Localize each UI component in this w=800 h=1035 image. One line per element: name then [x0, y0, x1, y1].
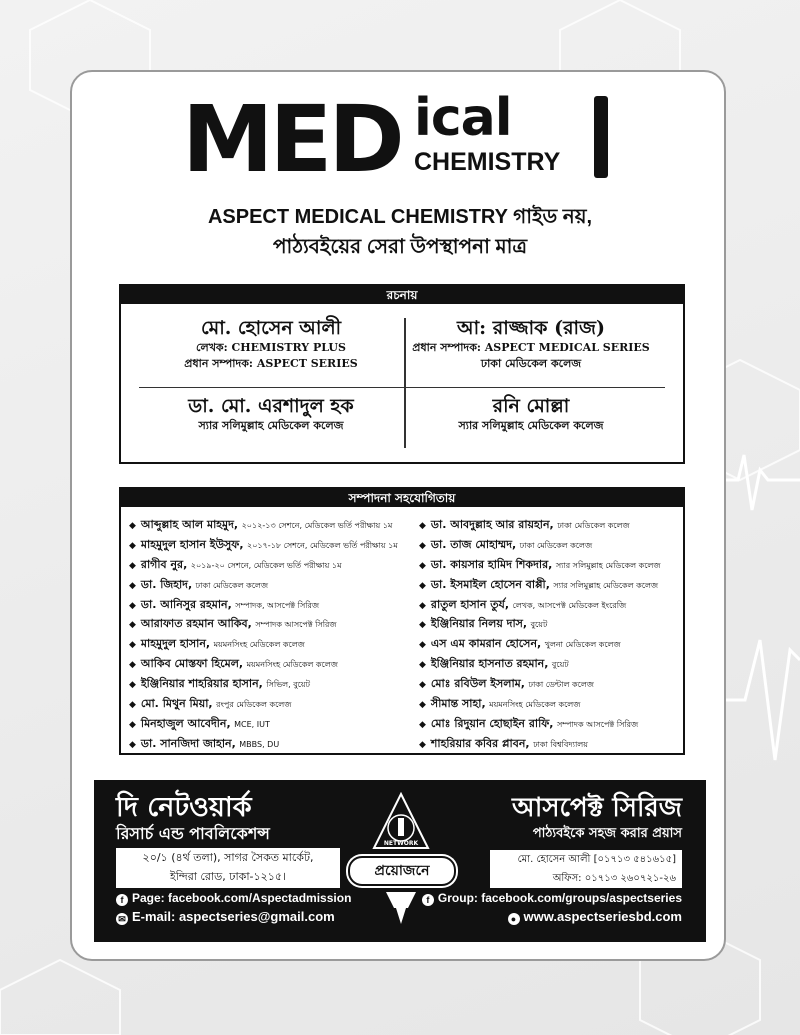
facebook-icon: f	[422, 894, 434, 906]
diamond-bullet-icon: ◆	[419, 580, 426, 591]
contributor-name: ডা. কায়সার হামিদ শিকদার,	[430, 557, 553, 571]
author-detail: লেখক: CHEMISTRY PLUS	[196, 341, 346, 354]
contributor-item	[129, 515, 404, 535]
contributor-name: মোঃ রিদুয়ান হোছাইন রাফি,	[430, 716, 554, 730]
diamond-bullet-icon: ◆	[419, 521, 426, 531]
contributor-detail: লেখক, আসপেক্ট মেডিকেল ইংরেজি	[512, 600, 627, 610]
authors-divider-horizontal	[139, 387, 665, 388]
contributors-left-column	[129, 515, 404, 754]
flyer-card	[70, 70, 726, 961]
contributor-name: ডা. আবদুল্লাহ আর রায়হান,	[430, 518, 554, 531]
contributor-detail: রংপুর মেডিকেল কলেজ	[216, 700, 292, 710]
contributor-item	[129, 634, 404, 654]
contributor-detail: ঢাকা বিশ্ববিদ্যালয়	[533, 739, 588, 749]
contributor-name: মিনহাজুল আবেদীন,	[140, 716, 231, 730]
contributor-name: ইঞ্জিনিয়ার নিলয় দাস,	[430, 617, 528, 631]
contributor-detail: ঢাকা ডেন্টাল কলেজ	[528, 680, 594, 690]
diamond-bullet-icon: ◆	[419, 540, 426, 551]
contributor-name: রাতুল হাসান তুর্য,	[430, 597, 510, 611]
contributor-detail: ময়মনসিংহ মেডিকেল কলেজ	[246, 660, 338, 670]
contributor-item	[129, 614, 404, 634]
subtitle-line-1: ASPECT MEDICAL CHEMISTRY গাইড নয়,	[207, 206, 593, 228]
diamond-bullet-icon: ◆	[129, 560, 136, 571]
author-detail: স্যার সলিমুল্লাহ মেডিকেল কলেজ	[198, 419, 344, 432]
contributor-item	[419, 714, 694, 734]
subtitle-line-2: পাঠ্যবইয়ের সেরা উপস্থাপনা মাত্র	[272, 236, 528, 258]
contributor-item	[419, 555, 694, 575]
contributor-item	[419, 614, 694, 634]
contributor-name: ইঞ্জিনিয়ার হাসনাত রহমান,	[430, 657, 549, 671]
diamond-bullet-icon: ◆	[419, 680, 426, 691]
logo-chemistry: CHEMISTRY	[414, 148, 561, 176]
logo-ical: ical	[414, 88, 512, 148]
diamond-bullet-icon: ◆	[419, 739, 426, 750]
contributor-name: মাহমুদুল হাসান,	[140, 637, 211, 651]
diamond-bullet-icon: ◆	[419, 600, 426, 611]
author-detail: ঢাকা মেডিকেল কলেজ	[480, 357, 582, 370]
author-detail: স্যার সলিমুল্লাহ মেডিকেল কলেজ	[458, 419, 604, 432]
contributor-detail: ২০১৭-১৮ সেশনে, মেডিকেল ভর্তি পরীক্ষায় ১ম	[247, 540, 398, 550]
medical-chemistry-logo	[182, 86, 622, 194]
author-name: ডা. মো. এরশাদুল হক	[188, 395, 354, 417]
contributor-item	[129, 694, 404, 714]
logo-med: MED	[182, 86, 401, 193]
contributor-item	[419, 674, 694, 694]
contributor-name: ইঞ্জিনিয়ার শাহরিয়ার হাসান,	[140, 677, 263, 691]
diamond-bullet-icon: ◆	[129, 540, 136, 551]
diamond-bullet-icon: ◆	[129, 580, 136, 591]
phone-line: অফিস: ০১৭১৩ ২৬০৭২১-২৬	[552, 873, 676, 884]
author-name: আ: রাজ্জাক (রাজ)	[456, 317, 606, 339]
logo-bar	[594, 96, 608, 178]
contributor-detail: স্যার সলিমুল্লাহ মেডিকেল কলেজ	[555, 560, 661, 570]
footer-banner	[94, 780, 706, 942]
contributor-item	[419, 595, 694, 615]
aspect-brand-subtitle: পাঠ্যবইকে সহজ করার প্রয়াস	[532, 826, 682, 841]
aspect-brand: আসপেক্ট সিরিজ	[512, 793, 682, 823]
contributor-detail: স্যার সলিমুল্লাহ মেডিকেল কলেজ	[553, 580, 659, 590]
diamond-bullet-icon: ◆	[129, 600, 136, 611]
facebook-group-link[interactable]: f Group: facebook.com/groups/aspectseries	[422, 890, 682, 907]
contributor-name: ডা. জিহাদ,	[140, 577, 193, 591]
contributor-name: আরাফাত রহমান আকিব,	[140, 617, 252, 631]
contributor-name: এস এম কামরান হোসেন,	[430, 637, 542, 651]
contributors-right-column	[419, 515, 694, 754]
contributor-name: শাহরিয়ার কবির প্লাবন,	[430, 736, 530, 750]
contributor-item	[129, 714, 404, 734]
contributor-name: মো. মিথুন মিয়া,	[140, 697, 213, 711]
contributor-detail: সম্পাদক আসপেক্ট সিরিজ	[556, 719, 639, 729]
author-card	[391, 316, 671, 372]
diamond-bullet-icon: ◆	[419, 660, 426, 671]
contributor-detail: বুয়েট	[551, 660, 569, 670]
author-name: মো. হোসেন আলী	[200, 317, 342, 339]
diamond-bullet-icon: ◆	[419, 719, 426, 730]
network-brand-subtitle: রিসার্চ এন্ড পাবলিকেশন্স	[116, 824, 270, 843]
contributor-item	[129, 555, 404, 575]
contributor-detail: MCE, IUT	[234, 719, 270, 729]
authors-heading: রচনায়	[121, 286, 683, 304]
diamond-bullet-icon: ◆	[419, 700, 426, 711]
contributor-item	[129, 575, 404, 595]
contributor-name: সীমান্ত সাহা,	[430, 697, 486, 711]
diamond-bullet-icon: ◆	[129, 739, 136, 750]
diamond-bullet-icon: ◆	[419, 620, 426, 631]
contributor-item	[419, 535, 694, 555]
contributor-detail: সিভিল, বুয়েট	[266, 680, 310, 690]
contributors-section	[119, 487, 685, 755]
contributor-detail: বুয়েট	[530, 620, 548, 630]
author-card	[131, 394, 411, 434]
contributor-detail: ময়মনসিংহ মেডিকেল কলেজ	[489, 700, 581, 710]
contributor-detail: খুলনা মেডিকেল কলেজ	[544, 640, 621, 650]
network-brand: দি নেটওয়ার্ক	[116, 792, 252, 823]
contact-badge: প্রয়োজনে	[348, 856, 456, 886]
diamond-bullet-icon: ◆	[419, 560, 426, 571]
contributor-item	[129, 654, 404, 674]
contributor-detail: MBBS, DU	[239, 739, 280, 749]
facebook-page-link[interactable]: f Page: facebook.com/Aspectadmission	[116, 890, 351, 907]
contributor-name: রাগীব নুর,	[140, 557, 188, 571]
author-detail: প্রধান সম্পাদক: ASPECT SERIES	[184, 357, 358, 370]
contributor-name: আব্দুল্লাহ আল মাহমুদ,	[140, 518, 239, 531]
contributor-item	[419, 575, 694, 595]
contributor-item	[419, 694, 694, 714]
facebook-icon: f	[116, 894, 128, 906]
contributor-detail: সম্পাদক, আসপেক্ট সিরিজ	[235, 600, 320, 610]
contributor-name: আকিব মোস্তফা হিমেল,	[140, 657, 244, 671]
diamond-bullet-icon: ◆	[129, 620, 136, 631]
contributor-item	[129, 535, 404, 555]
contributor-item	[419, 654, 694, 674]
contributor-detail: ঢাকা মেডিকেল কলেজ	[519, 540, 593, 550]
contributor-detail: ঢাকা মেডিকেল কলেজ	[557, 521, 630, 530]
network-logo-label: NETWORK	[383, 840, 419, 847]
diamond-bullet-icon: ◆	[129, 521, 136, 531]
contributor-item	[419, 734, 694, 754]
contributors-heading: সম্পাদনা সহযোগিতায়	[121, 489, 683, 507]
diamond-bullet-icon: ◆	[129, 700, 136, 711]
diamond-bullet-icon: ◆	[129, 719, 136, 730]
diamond-bullet-icon: ◆	[129, 680, 136, 691]
contributor-item	[129, 595, 404, 615]
contributor-item	[129, 734, 404, 754]
phone-line: মো. হোসেন আলী [০১৭১৩ ৫৪১৬১৫]	[517, 854, 676, 865]
globe-icon: ●	[508, 913, 520, 925]
contributor-item	[129, 674, 404, 694]
contributor-name: ডা. আনিসুর রহমান,	[140, 597, 232, 611]
contributor-name: ডা. সানজিদা জাহান,	[140, 736, 236, 750]
contributor-detail: ঢাকা মেডিকেল কলেজ	[195, 580, 269, 590]
diamond-bullet-icon: ◆	[129, 640, 136, 651]
authors-section	[119, 284, 685, 464]
email-icon: ✉	[116, 913, 128, 925]
contributor-item	[419, 634, 694, 654]
address-line: ২০/১ (৪র্থ তলা), সাগর সৈকত মার্কেট,	[142, 851, 314, 864]
address-box	[116, 848, 340, 888]
email-link[interactable]: ✉ E-mail: aspectseries@gmail.com	[116, 908, 335, 925]
website-link[interactable]: ● www.aspectseriesbd.com	[508, 908, 682, 925]
address-line: ইন্দিরা রোড, ঢাকা-১২১৫।	[170, 870, 286, 883]
phone-box	[490, 850, 682, 888]
contributor-detail: ময়মনসিংহ মেডিকেল কলেজ	[213, 640, 305, 650]
author-name: রনি মোল্লা	[492, 395, 570, 417]
diamond-bullet-icon: ◆	[419, 640, 426, 651]
contributor-detail: ২০১৯-২০ সেশনে, মেডিকেল ভর্তি পরীক্ষায় ১ম	[190, 560, 342, 570]
contributor-detail: ২০১২-১৩ সেশনে, মেডিকেল ভর্তি পরীক্ষায় ১ম	[241, 521, 393, 530]
contributor-name: ডা. তাজ মোহাম্মদ,	[430, 537, 517, 551]
contributor-name: ডা. ইসমাইল হোসেন বাপ্পী,	[430, 577, 550, 591]
contributor-detail: সম্পাদক আসপেক্ট সিরিজ	[255, 620, 337, 630]
author-card	[391, 394, 671, 434]
contributor-name: মাহমুদুল হাসান ইউসুফ,	[140, 537, 244, 551]
author-detail: প্রধান সম্পাদক: ASPECT MEDICAL SERIES	[412, 341, 650, 354]
author-card	[131, 316, 411, 372]
diamond-bullet-icon: ◆	[129, 660, 136, 671]
contributor-name: মোঃ রবিউল ইসলাম,	[430, 677, 525, 691]
contributor-item	[419, 515, 694, 535]
